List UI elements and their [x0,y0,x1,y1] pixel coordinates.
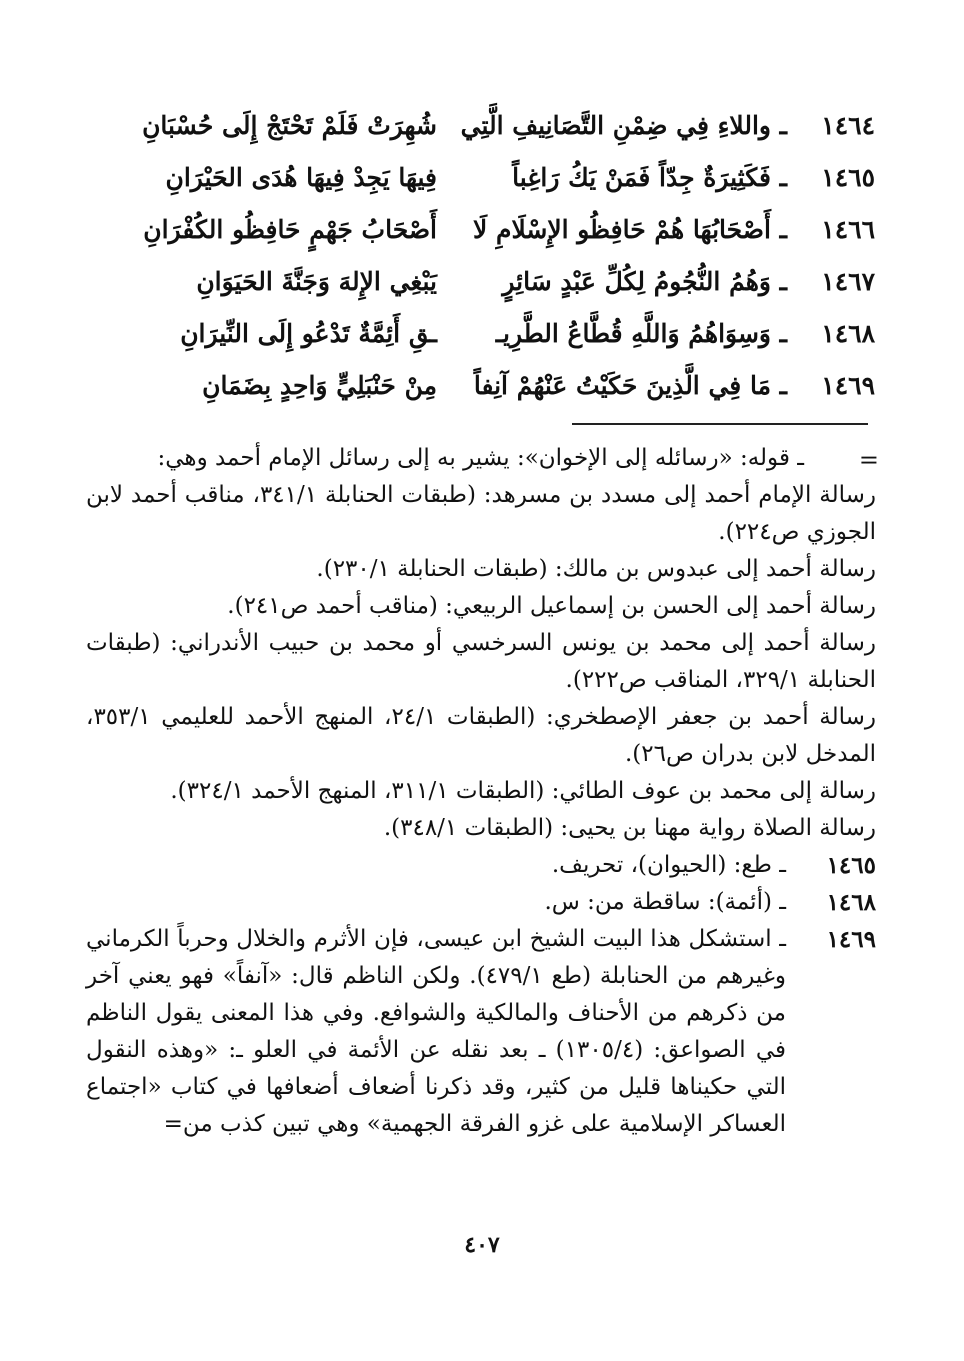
verse-line [85,256,875,308]
footnote-divider [572,423,868,425]
letter-item: رسالة الإمام أحمد إلى مسدد بن مسرهد: (طبقات الحنابلة ٣٤١/١، مناقب أحمد لابن الجوزي ص٢٢٤). [86,482,876,545]
verse-number: ١٤٦٩ [821,371,875,400]
letter-item: رسالة أحمد إلى عبدوس بن مالك: (طبقات الحنابلة ٢٣٠/١). [316,556,876,582]
verse-second-hemistich: مِنْ حَنْبَلِيٍّ وَاحِدٍ بِضَمَانِ [202,371,437,400]
footnote [86,921,876,1143]
footnote-number: ١٤٦٨ [826,889,876,916]
verse-line [85,100,875,152]
letter-item: رسالة أحمد بن جعفر الإصطخري: (الطبقات ٢٤/١، المنهج الأحمد للعليمي ٣٥٣/١، المدخل لابن بدران ص٢٦). [86,704,876,767]
footnote-text: ـ (أئمة): ساقطة من: س. [544,889,786,915]
verse-first-hemistich: ـ واللاءِ فِي ضِمْنِ التَّصَانِيفِ الَّتِي [460,111,787,140]
verse-second-hemistich: أَصْحَابُ جَهْمٍ حَافِظُو الكُفْرَانِ [143,215,437,244]
verse-number: ١٤٦٨ [821,319,875,348]
footnote-number: ١٤٦٩ [826,926,876,953]
verse-first-hemistich: ـ وَسِوَاهُمُ وَاللَّهِ قُطَّاعُ الطَّرِيـ [495,319,787,348]
letter-item: رسالة أحمد إلى محمد بن يونس السرخسي أو محمد بن حبيب الأندراني: (طبقات الحنابلة ٣٢٩/١، المناقب ص٢٢٢). [86,630,876,693]
footnote [86,884,876,921]
verse-line [85,360,875,412]
page-number: ٤٠٧ [464,1232,500,1258]
footnote-text: ـ طع: (الحيوان)، تحريف. [551,852,786,878]
verse-number: ١٤٦٦ [821,215,875,244]
continuation-mark: = [858,446,879,474]
verse-line [85,152,875,204]
verse-line [85,204,875,256]
verse-number: ١٤٦٥ [821,163,875,192]
verse-number: ١٤٦٧ [821,267,875,296]
verse-first-hemistich: ـ وَهُمُ النُّجُومُ لِكُلِّ عَبْدٍ سَائِرٍ [502,267,787,296]
footnote-text: ـ استشكل هذا البيت الشيخ ابن عيسى، فإن الأثرم والخلال وحرباً الكرماني وغيرهم من الحنابلة (طع ٤٧٩/١). ولكن الناظم قال: «آنفاً» فهو يعني آخر من ذكرهم من الأحناف والمالكية والشوافع. وفي هذا المعنى يقول الناظم في الصواعق: (١٣٠٥/٤) ـ بعد نقله عن الأئمة في العلو ـ: «وهذه النقول التي حكيناها قليل من كثير، وقد ذكرنا أضعاف أضعافها في كتاب «اجتماع العساكر الإسلامية على غزو الفرقة الجهمية» وهي تبين كذب من= [86,926,787,1137]
verse-second-hemistich: شُهِرَتْ فَلَمْ تَحْتَجْ إِلَى حُسْبَانِ [142,111,437,140]
note-intro: ـ قوله: «رسائله إلى الإخوان»: يشير به إلى رسائل الإمام أحمد وهي: [157,445,804,471]
letter-item: رسالة إلى محمد بن عوف الطائي: (الطبقات ٣١١/١، المنهج الأحمد ٣٢٤/١). [170,778,876,804]
verse-second-hemistich: ـقِ أَئِمَّةٌ تَدْعُو إِلَى النِّيرَانِ [180,319,437,348]
verse-first-hemistich: ـ فَكَثِيرَةٌ جِدّاً فَمَنْ يَكُ رَاغِباً [512,163,787,192]
verse-first-hemistich: ـ مَا فِي الَّذِينَ حَكَيْتُ عَنْهُمْ آنِفاً [473,371,787,400]
poem-verses [85,100,875,412]
verse-second-hemistich: يَبْغِي الإِلهَ وَجَنَّةَ الحَيَوَانِ [196,267,437,296]
verse-second-hemistich: فِيهَا يَجِدْ فِيهَا هُدَى الحَيْرَانِ [165,163,437,192]
verse-line [85,308,875,360]
verse-number: ١٤٦٤ [821,111,875,140]
letter-item: رسالة أحمد إلى الحسن بن إسماعيل الربيعي: (مناقب أحمد ص٢٤١). [227,593,876,619]
footnotes-section [86,440,876,1143]
footnote [86,847,876,884]
footnote-number: ١٤٦٥ [826,852,876,879]
letter-item: رسالة الصلاة رواية مهنا بن يحيى: (الطبقات ٣٤٨/١). [383,815,876,841]
verse-first-hemistich: ـ أَصْحَابُهَا هُمْ حَافِظُو الإِسْلَامِ لَا [473,215,787,244]
